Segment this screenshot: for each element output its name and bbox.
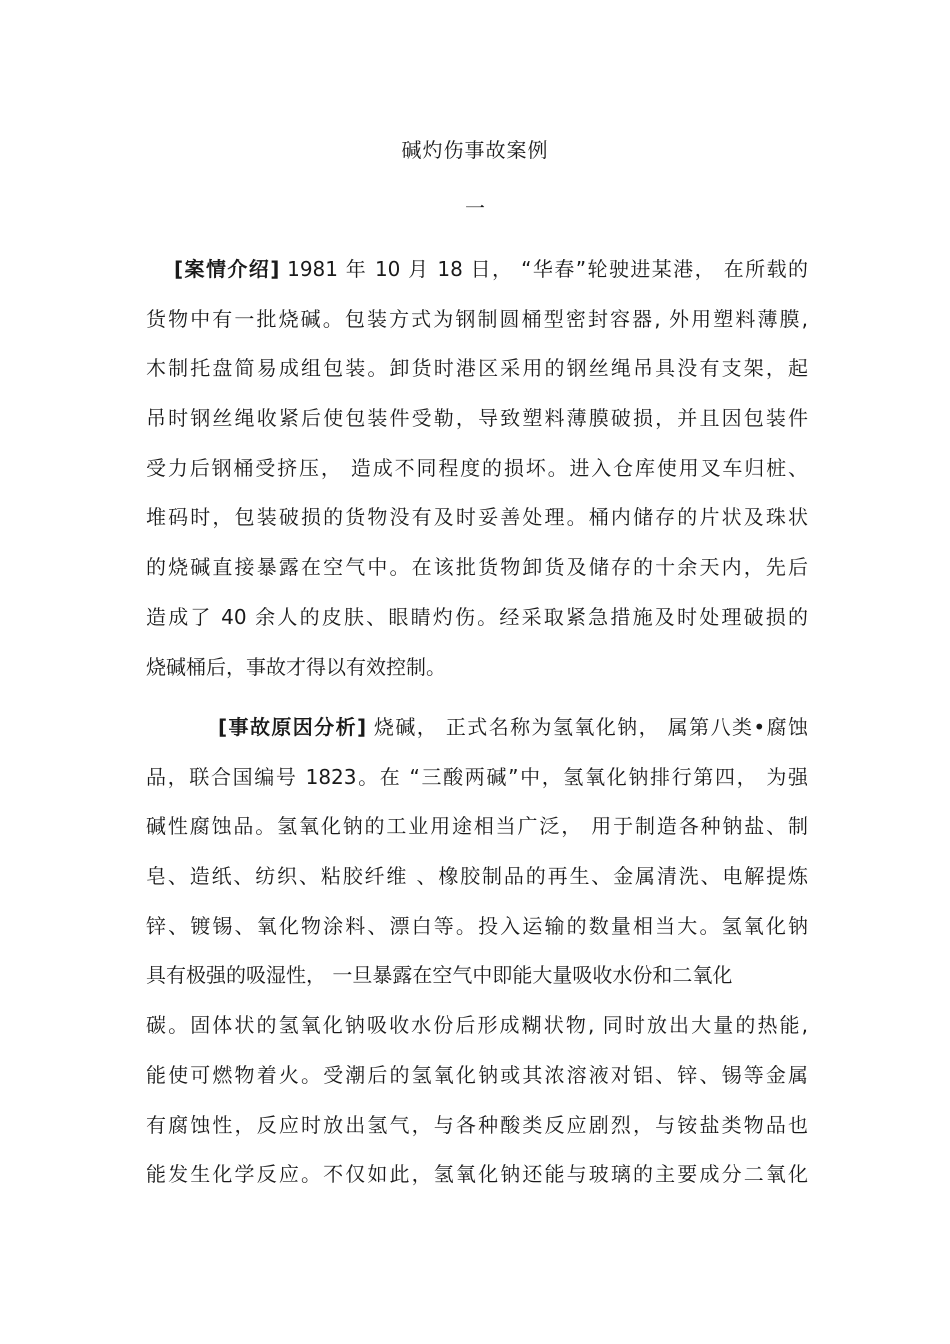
paragraph-label: [事故原因分析]	[218, 715, 367, 739]
paragraph-line: 能发生化学反应。不仅如此，氢氧化钠还能与玻璃的主要成分二氧化	[146, 1162, 808, 1187]
paragraph-line: 受力后钢桶受挤压， 造成不同程度的损坏。进入仓库使用叉车归桩、	[146, 455, 808, 480]
paragraph-label: [案情介绍]	[174, 257, 280, 281]
paragraph-line: 具有极强的吸湿性， 一旦暴露在空气中即能大量吸收水份和二氧化	[146, 963, 733, 988]
paragraph-line: 吊时钢丝绳收紧后使包装件受勒，导致塑料薄膜破损，并且因包装件	[146, 406, 808, 431]
paragraph-line: [案情介绍] 1981 年 10 月 18 日， “华春”轮驶进某港， 在所载的	[174, 257, 808, 281]
paragraph-line: 木制托盘简易成组包装。卸货时港区采用的钢丝绳吊具没有支架，起	[146, 356, 808, 381]
paragraph-line: 锌、镀锡、氧化物涂料、漂白等。投入运输的数量相当大。氢氧化钠	[146, 913, 808, 938]
paragraph-line: 造成了 40 余人的皮肤、眼睛灼伤。经采取紧急措施及时处理破损的	[146, 604, 808, 629]
paragraph-cause-analysis	[146, 703, 808, 1200]
paragraph-line: 碳。固体状的氢氧化钠吸收水份后形成糊状物, 同时放出大量的热能,	[146, 1013, 808, 1038]
paragraph-line: 碱性腐蚀品。氢氧化钠的工业用途相当广泛， 用于制造各种钠盐、制	[146, 814, 808, 839]
paragraph-case-intro	[146, 245, 808, 692]
paragraph-line: 品，联合国编号 1823。在 “三酸两碱”中，氢氧化钠排行第四， 为强	[146, 764, 808, 789]
section-number: 一	[465, 196, 485, 220]
paragraph-line: [事故原因分析] 烧碱， 正式名称为氢氧化钠， 属第八类•腐蚀	[218, 715, 808, 739]
paragraph-line: 有腐蚀性，反应时放出氢气，与各种酸类反应剧烈，与铵盐类物品也	[146, 1112, 808, 1137]
document-title: 碱灼伤事故案例	[401, 138, 549, 162]
paragraph-line: 皂、造纸、纺织、粘胶纤维 、橡胶制品的再生、金属清洗、电解提炼	[146, 864, 808, 889]
paragraph-line: 烧碱桶后，事故才得以有效控制。	[146, 654, 446, 679]
paragraph-line: 的烧碱直接暴露在空气中。在该批货物卸货及储存的十余天内，先后	[146, 555, 808, 580]
paragraph-line: 堆码时，包装破损的货物没有及时妥善处理。桶内储存的片状及珠状	[146, 505, 808, 530]
paragraph-line: 货物中有一批烧碱。包装方式为钢制圆桶型密封容器, 外用塑料薄膜,	[146, 306, 808, 331]
paragraph-line: 能使可燃物着火。受潮后的氢氧化钠或其浓溶液对铝、锌、锡等金属	[146, 1062, 808, 1087]
